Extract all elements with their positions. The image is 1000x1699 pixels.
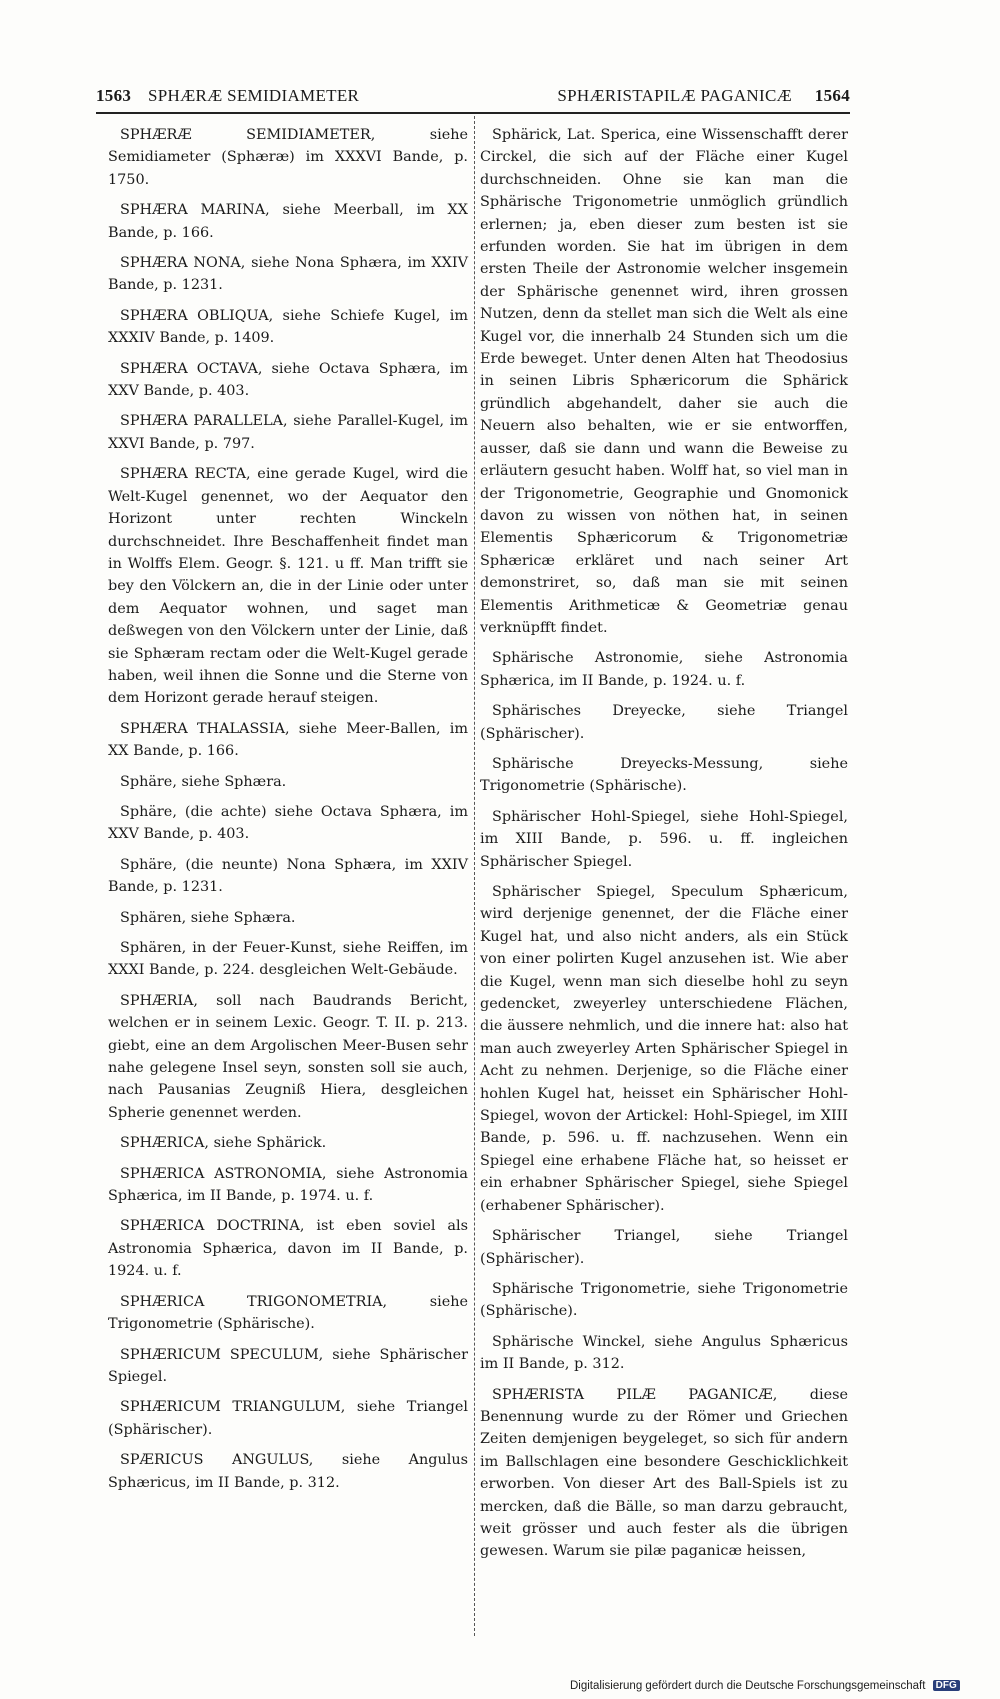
dfg-logo: DFG: [933, 1680, 960, 1691]
entry: SPHÆRICUM SPECULUM, siehe Sphärischer Spiegel.: [108, 1346, 468, 1385]
running-title-right: SPHÆRISTAPILÆ PAGANICÆ: [557, 86, 792, 105]
running-title-left: SPHÆRÆ SEMIDIAMETER: [148, 86, 360, 105]
entry: SPHÆRISTA PILÆ PAGANICÆ, diese Benennung wurde zu der Römer und Griechen Zeiten demjenigen beygeleget, so sich für andern im Ballschlagen eine besondere Geschicklichkeit erworben. Von dieser Art des Ball-Spiels ist zu mercken, daß die Bälle, so man darzu gebraucht, weit grösser und auch fester als die übrigen gewesen. Warum sie pilæ paganicæ heissen,: [480, 1386, 848, 1560]
credit-text: Digitalisierung gefördert durch die Deutsche Forschungsgemeinschaft: [570, 1680, 926, 1692]
entry: SPHÆRA MARINA, siehe Meerball, im XX Bande, p. 166.: [108, 202, 468, 241]
entry: SPHÆRA PARALLELA, siehe Parallel-Kugel, im XXVI Bande, p. 797.: [108, 413, 468, 452]
entry: SPHÆRÆ SEMIDIAMETER, siehe Semidiameter (Sphæræ) im XXXVI Bande, p. 1750.: [108, 127, 468, 188]
entry: SPHÆRICA DOCTRINA, ist eben soviel als Astronomia Sphærica, davon im II Bande, p. 1924. u. f.: [108, 1218, 468, 1280]
entry: Sphärische Winckel, siehe Angulus Sphæricus im II Bande, p. 312.: [480, 1333, 848, 1373]
entry: Sphärick, Lat. Sperica, eine Wissenschafft derer Circkel, die sich auf der Fläche einer Kugel durchschneiden. Ohne sie kan man die Sphärische Trigonometrie unmöglich gründlich erlernen; ja, eben dieser zum besten ist sie erfunden worden. Sie hat im übrigen in dem ersten Theile der Astronomie welcher insgemein der Sphärische genennet wird, ihren grossen Nutzen, denn da stellet man sich die Welt als eine Kugel vor, die innerhalb 24 Stunden sich um die Erde beweget. Unter denen Alten hat Theodosius in seinen Libris Sphæricorum die Sphärick gründlich abgehandelt, daher sie auch die Neuern also behalten, wie er sie entworffen, ausser, daß sie dann und wann die Beweise zu erläutern gesucht haben. Wolff hat, so viel man in der Trigonometrie, Geographie und Gnomonick davon zu wissen von nöthen hat, in seinen Elementis Sphæricorum & Trigonometriæ Sphæricæ erkläret und nach seiner Art demonstriret, so, daß man sie mit seinen Elementis Arithmeticæ & Geometriæ genau verknüpfft findet.: [480, 127, 848, 636]
entry: Sphäre, (die neunte) Nona Sphæra, im XXIV Bande, p. 1231.: [108, 856, 468, 896]
entry: Sphärische Trigonometrie, siehe Trigonometrie (Sphärische).: [480, 1280, 848, 1320]
digitization-credit: [570, 1680, 960, 1692]
entry: SPHÆRIA, soll nach Baudrands Bericht, welchen er in seinem Lexic. Geogr. T. II. p. 213. giebt, eine an dem Argolischen Meer-Busen sehr nahe gelegene Insel seyn, sonsten soll sie auch, nach Pausanias Zeugniß Hiera, desgleichen Spherie genennet werden.: [108, 992, 468, 1121]
page-number-left: 1563: [96, 86, 132, 105]
entry: SPHÆRA OCTAVA, siehe Octava Sphæra, im XXV Bande, p. 403.: [108, 360, 468, 400]
entry: SPHÆRICUM TRIANGULUM, siehe Triangel (Sphärischer).: [108, 1399, 468, 1438]
entry: SPHÆRA THALASSIA, siehe Meer-Ballen, im XX Bande, p. 166.: [108, 720, 468, 760]
entry: SPHÆRA NONA, siehe Nona Sphæra, im XXIV Bande, p. 1231.: [108, 255, 468, 294]
entry: Sphärischer Hohl-Spiegel, siehe Hohl-Spiegel, im XIII Bande, p. 596. u. ff. ingleichen Sphärischer Spiegel.: [480, 808, 848, 870]
entry: Sphärisches Dreyecke, siehe Triangel (Sphärischer).: [480, 703, 848, 742]
left-column: [108, 124, 468, 1502]
entry: Sphären, in der Feuer-Kunst, siehe Reiffen, im XXXI Bande, p. 224. desgleichen Welt-Gebäude.: [108, 940, 468, 979]
header-rule: [96, 112, 850, 114]
entry: Sphären, siehe Sphæra.: [120, 909, 296, 926]
entry: Sphärische Astronomie, siehe Astronomia Sphærica, im II Bande, p. 1924. u. f.: [480, 650, 848, 689]
entry: SPÆRICUS ANGULUS, siehe Angulus Sphæricus, im II Bande, p. 312.: [108, 1452, 468, 1491]
entry: SPHÆRA RECTA, eine gerade Kugel, wird die Welt-Kugel genennet, wo der Aequator den Horizont unter rechten Winckeln durchschneidet. Ihre Beschaffenheit findet man in Wolffs Elem. Geogr. §. 121. u ff. Man trifft sie bey den Völckern an, die in der Linie oder unter dem Aequator wohnen, und saget man deßwegen von den Völckern unter der Linie, daß sie Sphæram rectam oder die Welt-Kugel gerade haben, weil ihnen die Sonne und die Sterne von dem Horizont gerade herauf steigen.: [108, 466, 468, 707]
entry: SPHÆRA OBLIQUA, siehe Schiefe Kugel, im XXXIV Bande, p. 1409.: [108, 307, 468, 347]
entry: Sphäre, (die achte) siehe Octava Sphæra, im XXV Bande, p. 403.: [108, 803, 468, 843]
entry: Sphärischer Spiegel, Speculum Sphæricum, wird derjenige genennet, der die Fläche einer Kugel hat, und also nicht anders, als ein Stück von einer polirten Kugel anzusehen ist. Wie aber die Kugel, wenn man sich dieselbe hohl zu seyn gedencket, zweyerley unterschiedene Flächen, die äussere nehmlich, und die innere hat: also hat man auch zweyerley Arten Sphärischer Spiegel in Acht zu nehmen. Derjenige, so die Fläche einer hohlen Kugel hat, heisset ein Sphärischer Hohl-Spiegel, wovon der Artickel: Hohl-Spiegel, im XIII Bande, p. 596. u. ff. nachzusehen. Wenn ein Spiegel eine erhabene Fläche hat, so heisset er ein erhabner Sphärischer Spiegel, siehe Spiegel (erhabener Sphärischer).: [480, 884, 848, 1214]
entry: SPHÆRICA ASTRONOMIA, siehe Astronomia Sphærica, im II Bande, p. 1974. u. f.: [108, 1165, 468, 1205]
entry: Sphärische Dreyecks-Messung, siehe Trigonometrie (Sphärische).: [480, 755, 848, 795]
page-number-right: 1564: [814, 86, 850, 105]
right-column: [480, 124, 848, 1571]
entry: SPHÆRICA TRIGONOMETRIA, siehe Trigonometrie (Sphärische).: [108, 1293, 468, 1333]
entry: Sphärischer Triangel, siehe Triangel (Sphärischer).: [480, 1228, 848, 1267]
entry: SPHÆRICA, siehe Sphärick.: [120, 1135, 327, 1152]
column-divider: [474, 116, 475, 1636]
entry: Sphäre, siehe Sphæra.: [120, 773, 287, 790]
